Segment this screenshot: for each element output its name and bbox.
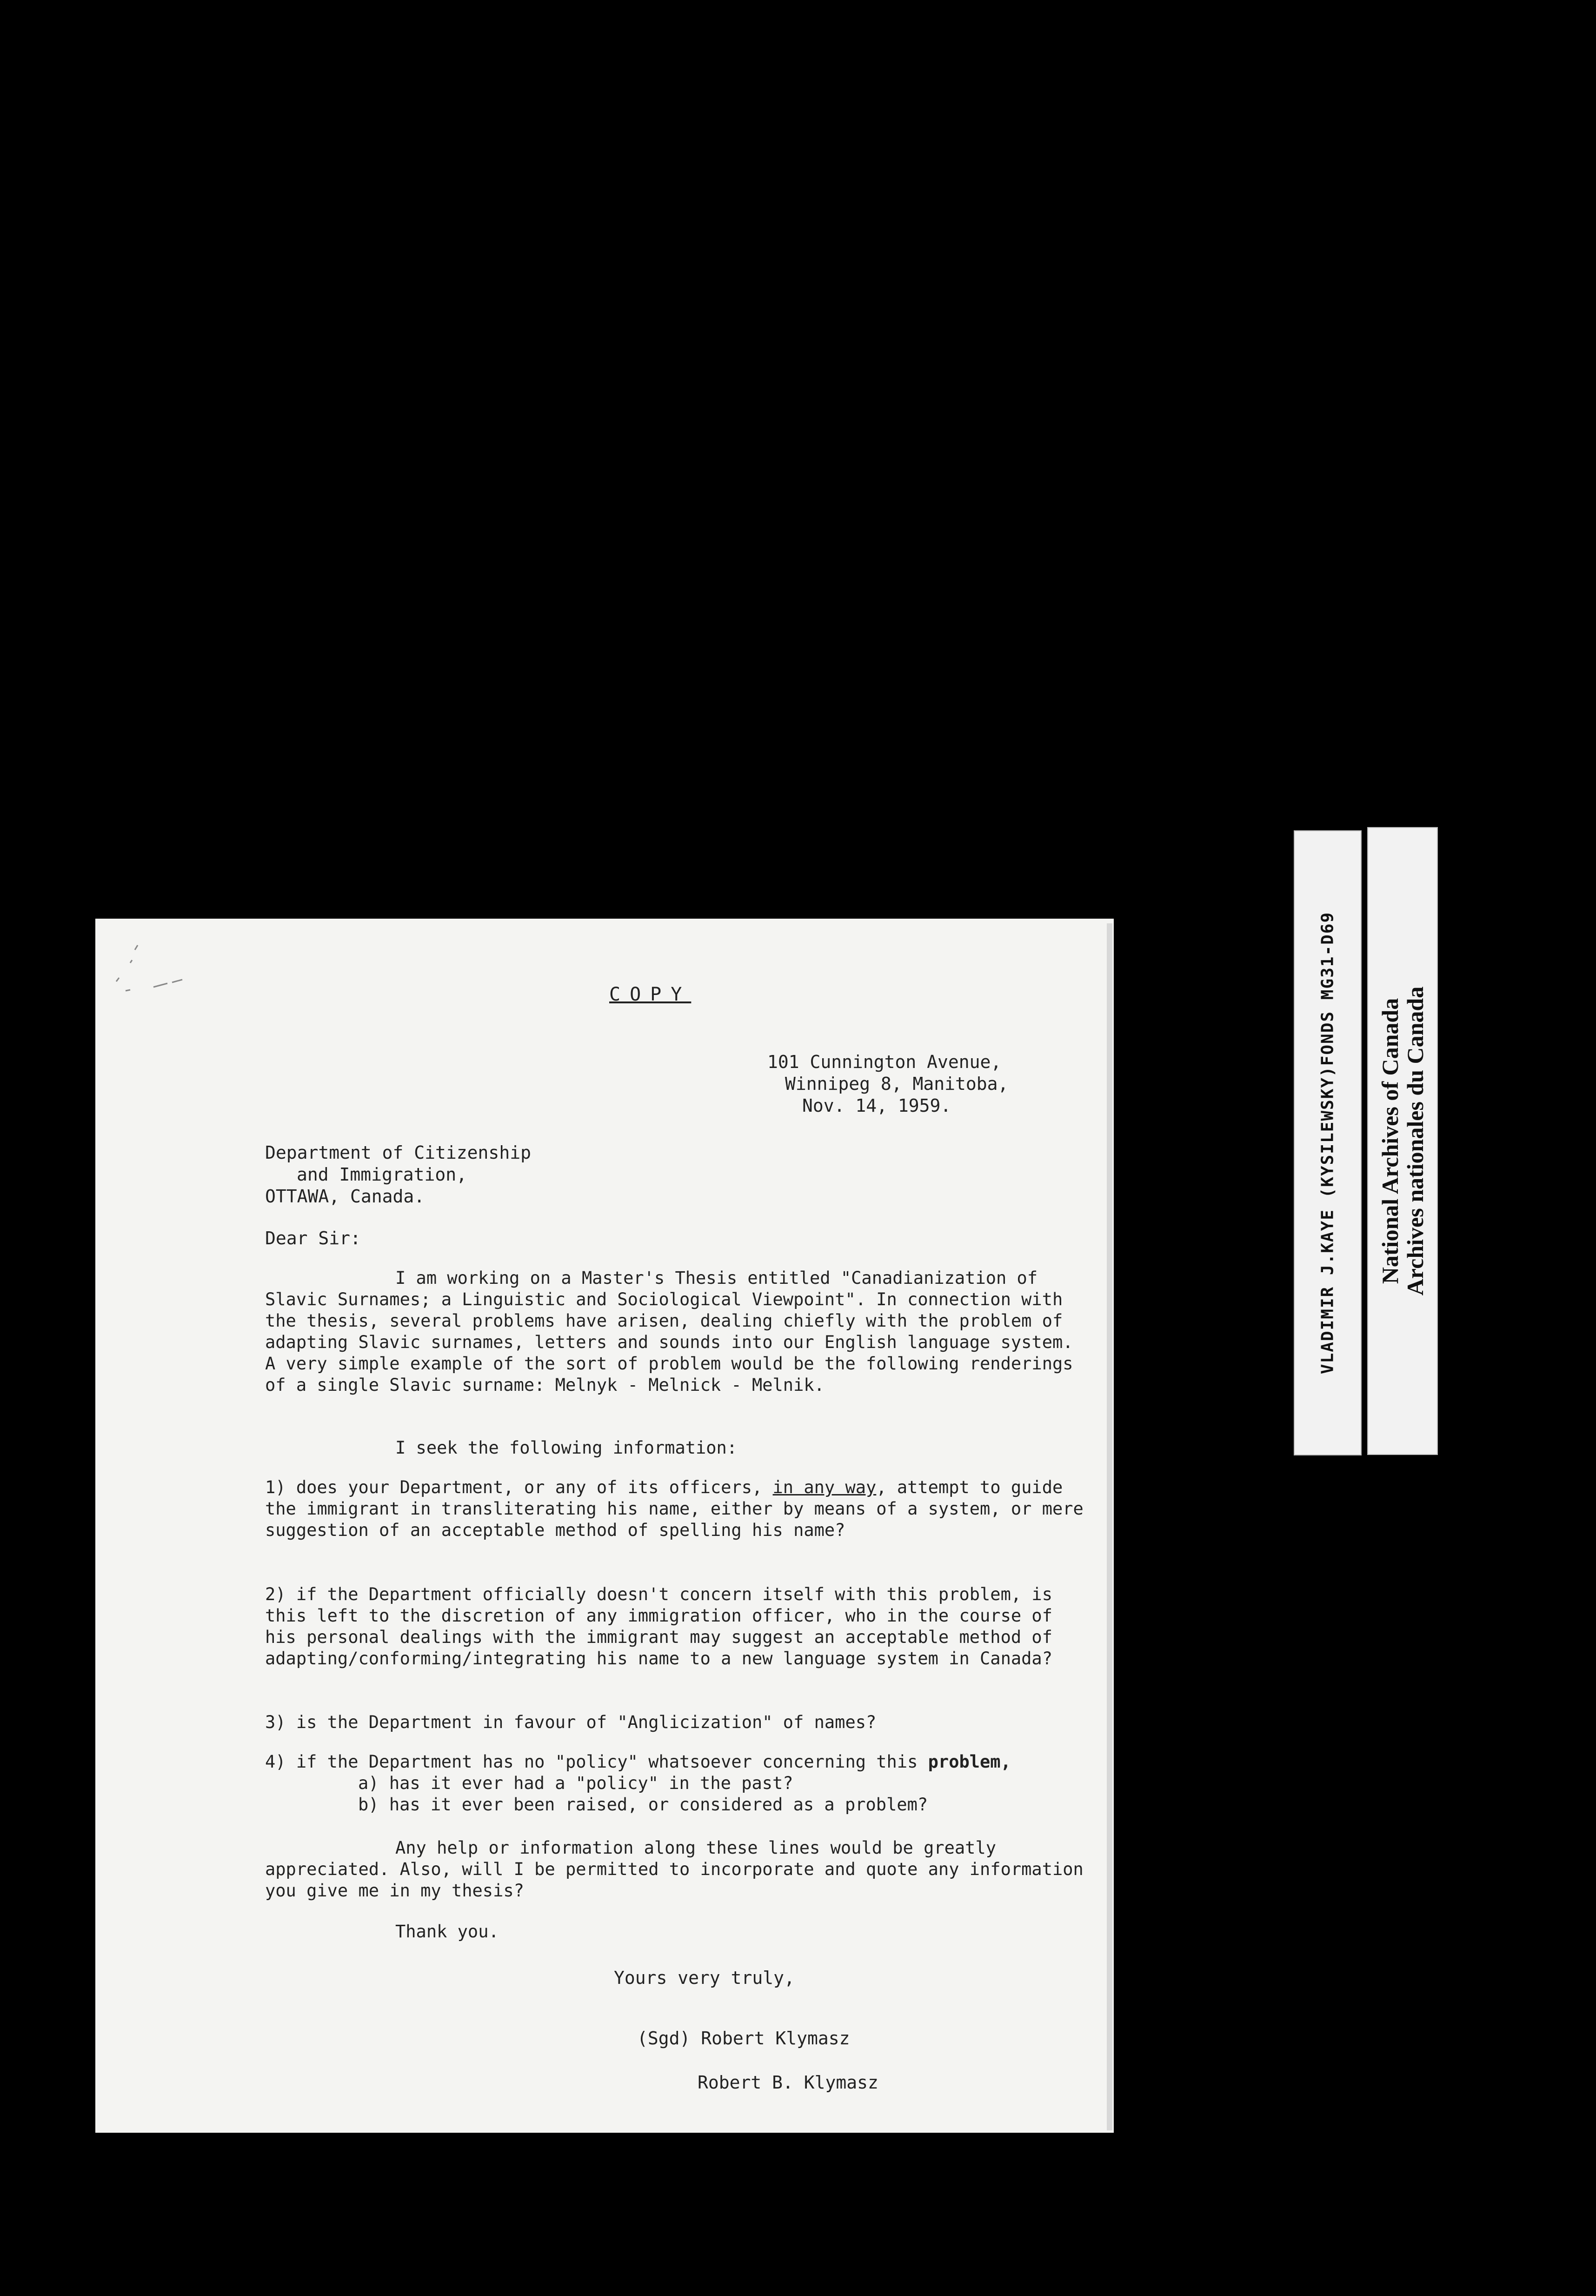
thanks-line: Thank you.	[395, 1922, 499, 1942]
question-1-start: 1) does your Department, or any of its officers,	[265, 1477, 773, 1497]
recipient-line: OTTAWA, Canada.	[265, 1186, 425, 1207]
closing-paragraph-text: Any help or information along these lines would be greatly appreciated. Also, will I be permitted to incorporate and quote any information you give me in my thesis?	[265, 1838, 1084, 1901]
question-4b: b) has it ever been raised, or considered as a problem?	[358, 1795, 928, 1815]
paragraph-intro	[265, 1268, 1084, 1396]
sender-address	[767, 1051, 1008, 1117]
letter-date: Nov. 14, 1959.	[802, 1095, 951, 1116]
question-1-underlined: in any way	[772, 1477, 877, 1497]
question-1-end: , attempt to guide the immigrant in transliterating his name, either by means of a system, or mere suggestion of an acceptable method of spelling his name?	[265, 1477, 1084, 1540]
question-4-main	[265, 1751, 1084, 1773]
page-edge	[1107, 923, 1112, 2130]
signature-line: (Sgd) Robert Klymasz	[637, 2028, 850, 2049]
fonds-label-text: VLADIMIR J.KAYE (KYSILEWSKY)FONDS MG31-D69	[1318, 911, 1337, 1375]
question-2: 2) if the Department officially doesn't concern itself with this problem, is this left to the discretion of any immigration officer, who in the course of his personal dealings with the immigrant may suggest an acceptable method of adapting/conforming/integrating his name to a new language system in Canada?	[265, 1584, 1052, 1669]
closing-paragraph	[265, 1837, 1084, 1902]
address-line: 101 Cunnington Avenue,	[767, 1052, 1002, 1072]
address-line: Winnipeg 8, Manitoba,	[785, 1074, 1009, 1094]
fonds-label	[1294, 830, 1362, 1455]
question-3: 3) is the Department in favour of "Anglicization" of names?	[265, 1712, 877, 1732]
archives-label	[1367, 827, 1438, 1455]
typed-name: Robert B. Klymasz	[698, 2072, 878, 2093]
question-4a: a) has it ever had a "policy" in the past?	[358, 1773, 793, 1793]
question-4	[265, 1751, 1084, 1815]
question-4-bold: problem,	[928, 1752, 1011, 1772]
question-4-start: 4) if the Department has no "policy" whatsoever concerning this	[265, 1752, 928, 1772]
copy-heading: COPY	[609, 984, 692, 1005]
valediction: Yours very truly,	[614, 1968, 795, 1988]
question-1	[265, 1477, 1084, 1541]
recipient-line: Department of Citizenship	[265, 1142, 531, 1163]
pencil-marks	[107, 944, 191, 1000]
archives-label-fr: Archives nationales du Canada	[1402, 986, 1428, 1296]
recipient-line: and Immigration,	[297, 1164, 467, 1185]
recipient-address	[265, 1142, 531, 1208]
paragraph-seek: I seek the following information:	[395, 1438, 738, 1458]
archives-label-en: National Archives of Canada	[1377, 998, 1403, 1284]
salutation: Dear Sir:	[265, 1228, 361, 1248]
archives-label-text	[1377, 987, 1428, 1295]
paragraph-intro-text: I am working on a Master's Thesis entitled "Canadianization of Slavic Surnames; a Linguistic and Sociological Viewpoint". In connection with the thesis, several problems have arisen, dealing chiefly with the problem of adapting Slavic surnames, letters and sounds into our English language system. A very simple example of the sort of problem would be the following renderings of a single Slavic surname: Melnyk - Melnick - Melnik.	[265, 1268, 1073, 1395]
